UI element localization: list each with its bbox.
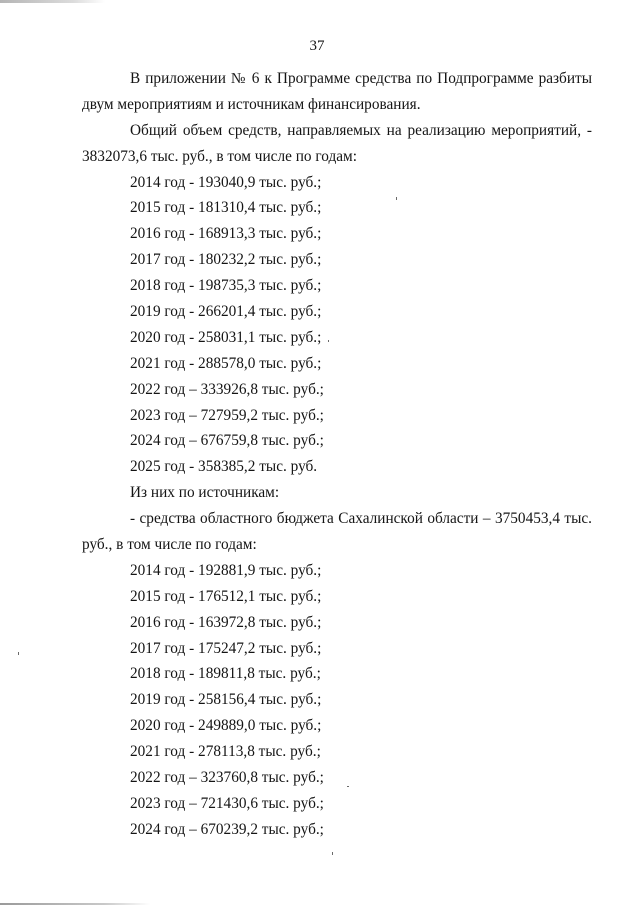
scan-speck <box>328 340 329 342</box>
year-funding-item: 2016 год - 168913,3 тыс. руб.; <box>130 225 322 243</box>
paragraph-line: руб., в том числе по годам: <box>82 536 257 554</box>
paragraph-line: 3832073,6 тыс. руб., в том числе по годам: <box>82 147 357 165</box>
year-funding-item: 2015 год - 176512,1 тыс. руб.; <box>130 587 322 605</box>
year-funding-item: 2024 год – 670239,2 тыс. руб.; <box>130 820 324 838</box>
page-number: 37 <box>309 38 325 54</box>
scan-edge-top <box>0 0 105 3</box>
year-funding-item: 2019 год - 266201,4 тыс. руб.; <box>130 303 322 321</box>
year-funding-item: 2020 год - 258031,1 тыс. руб.; <box>130 328 322 346</box>
paragraph-line: двум мероприятиям и источникам финансирования. <box>82 95 421 113</box>
total-by-year-list <box>82 170 592 481</box>
year-funding-item: 2014 год - 193040,9 тыс. руб.; <box>130 173 322 191</box>
year-funding-item: 2017 год - 175247,2 тыс. руб.; <box>130 639 322 657</box>
document-body <box>82 66 592 843</box>
regional-by-year-list <box>82 558 592 843</box>
year-funding-item: 2019 год - 258156,4 тыс. руб.; <box>130 691 322 709</box>
year-funding-item: 2018 год - 198735,3 тыс. руб.; <box>130 277 322 295</box>
year-funding-item: 2024 год – 676759,8 тыс. руб.; <box>130 432 324 450</box>
year-funding-item: 2014 год - 192881,9 тыс. руб.; <box>130 561 322 579</box>
paragraph-line: - средства областного бюджета Сахалинской области – 3750453,4 тыс. <box>130 510 592 528</box>
year-funding-item: 2023 год – 727959,2 тыс. руб.; <box>130 406 324 424</box>
year-funding-item: 2017 год - 180232,2 тыс. руб.; <box>130 251 322 269</box>
year-funding-item: 2015 год - 181310,4 тыс. руб.; <box>130 199 322 217</box>
year-funding-item: 2025 год - 358385,2 тыс. руб. <box>130 458 318 476</box>
scan-speck <box>332 852 333 855</box>
year-funding-item: 2018 год - 189811,8 тыс. руб.; <box>130 665 321 683</box>
year-funding-item: 2016 год - 163972,8 тыс. руб.; <box>130 613 322 631</box>
year-funding-item: 2022 год – 333926,8 тыс. руб.; <box>130 380 324 398</box>
year-funding-item: 2021 год - 278113,8 тыс. руб.; <box>130 743 321 761</box>
paragraph-line: В приложении № 6 к Программе средства по Подпрограмме разбиты <box>130 70 592 87</box>
year-funding-item: 2021 год - 288578,0 тыс. руб.; <box>130 354 322 372</box>
scan-speck <box>18 652 19 655</box>
scan-speck <box>347 786 349 787</box>
year-funding-item: 2023 год – 721430,6 тыс. руб.; <box>130 794 324 812</box>
scan-speck <box>396 197 397 200</box>
year-funding-item: 2020 год - 249889,0 тыс. руб.; <box>130 717 322 735</box>
year-funding-item: 2022 год – 323760,8 тыс. руб.; <box>130 769 324 787</box>
sources-heading: Из них по источникам: <box>130 484 280 502</box>
paragraph-line: Общий объем средств, направляемых на реализацию мероприятий, - <box>130 121 592 139</box>
